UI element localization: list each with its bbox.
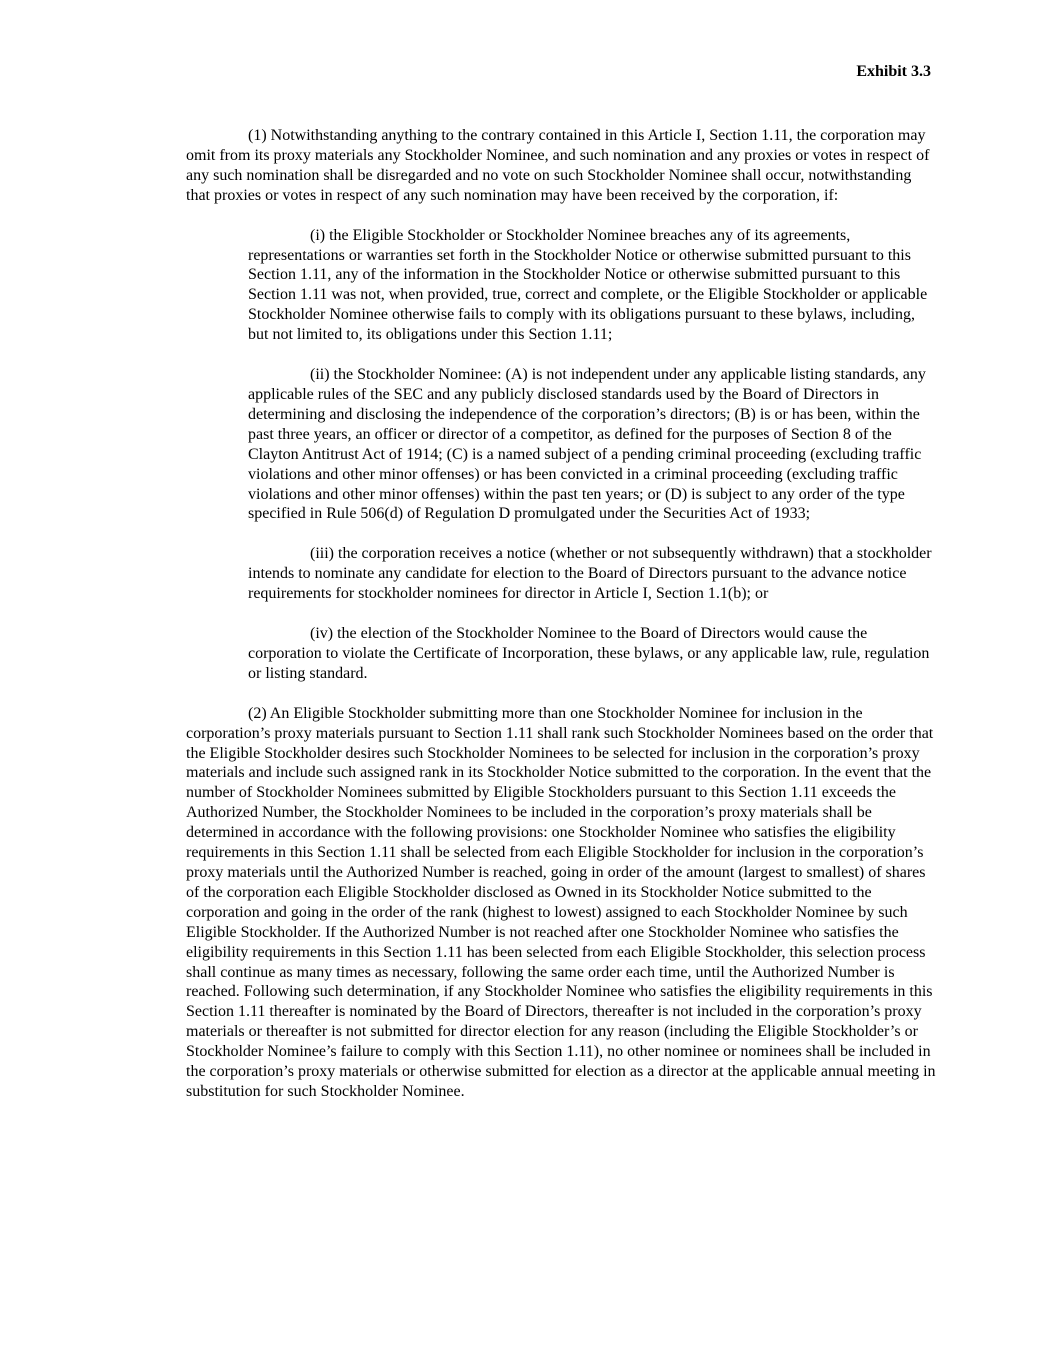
paragraph-2: (2) An Eligible Stockholder submitting more than one Stockholder Nominee for inclusion in the corporation’s proxy materials pursuant to Section 1.11 shall rank such Stockholder Nominees based on the order that the Eligible Stockholder desires such Stockholder Nominees to be selected for inclusion in the corporation’s proxy materials and include such assigned rank in its Stockholder Notice submitted to the corporation. In the event that the number of Stockholder Nominees submitted by Eligible Stockholders pursuant to this Section 1.11 exceeds the Authorized Number, the Stockholder Nominees to be included in the corporation’s proxy materials shall be determined in accordance with the following provisions: one Stockholder Nominee who satisfies the eligibility requirements in this Section 1.11 shall be selected from each Eligible Stockholder for inclusion in the corporation’s proxy materials until the Authorized Number is reached, going in order of the amount (largest to smallest) of shares of the corporation each Eligible Stockholder disclosed as Owned in its Stockholder Notice submitted to the corporation and going in the order of the rank (highest to lowest) assigned to each Stockholder Nominee by such Eligible Stockholder. If the Authorized Number is not reached after one Stockholder Nominee who satisfies the eligibility requirements in this Section 1.11 has been selected from each Eligible Stockholder, this selection process shall continue as many times as necessary, following the same order each time, until the Authorized Number is reached. Following such determination, if any Stockholder Nominee who satisfies the eligibility requirements in this Section 1.11 thereafter is nominated by the Board of Directors, thereafter is not included in the corporation’s proxy materials or thereafter is not submitted for director election for any reason (including the Eligible Stockholder’s or Stockholder Nominee’s failure to comply with this Section 1.11), no other nominee or nominees shall be included in the corporation’s proxy materials or otherwise submitted for election as a director at the applicable annual meeting in substitution for such Stockholder Nominee. [186, 704, 936, 1100]
clause-i: (i) the Eligible Stockholder or Stockholder Nominee breaches any of its agreements, representations or warranties set forth in the Stockholder Notice or otherwise submitted pursuant to this Section 1.11, any of the information in the Stockholder Notice or otherwise submitted pursuant to this Section 1.11 was not, when provided, true, correct and complete, or the Eligible Stockholder or applicable Stockholder Nominee otherwise fails to comply with its obligations pursuant to these bylaws, including, but not limited to, its obligations under this Section 1.11; [248, 226, 928, 344]
paragraph-1: (1) Notwithstanding anything to the contrary contained in this Article I, Section 1.11, the corporation may omit from its proxy materials any Stockholder Nominee, and such nomination and any proxies or votes in respect of any such nomination shall be disregarded and no vote on such Stockholder Nominee shall occur, notwithstanding that proxies or votes in respect of any such nomination may have been received by the corporation, if: [186, 127, 930, 204]
clause-ii: (ii) the Stockholder Nominee: (A) is not independent under any applicable listing standards, any applicable rules of the SEC and any publicly disclosed standards used by the Board of Directors in determining and disclosing the independence of the corporation’s directors; (B) is or has been, within the past three years, an officer or director of a competitor, as defined for the purposes of Section 8 of the Clayton Antitrust Act of 1914; (C) is a named subject of a pending criminal proceeding (excluding traffic violations and other minor offenses) or has been convicted in a criminal proceeding (excluding traffic violations and other minor offenses) within the past ten years; or (D) is subject to any order of the type specified in Rule 506(d) of Regulation D promulgated under the Securities Act of 1933; [248, 366, 926, 523]
clause-iv: (iv) the election of the Stockholder Nominee to the Board of Directors would cause the corporation to violate the Certificate of Incorporation, these bylaws, or any applicable law, rule, regulation or listing standard. [248, 625, 930, 682]
exhibit-label: Exhibit 3.3 [856, 63, 931, 80]
document-body [186, 126, 937, 1122]
clause-iii: (iii) the corporation receives a notice (whether or not subsequently withdrawn) that a stockholder intends to nominate any candidate for election to the Board of Directors pursuant to the advance notice requirements for stockholder nominees for director in Article I, Section 1.1(b); or [248, 545, 932, 603]
